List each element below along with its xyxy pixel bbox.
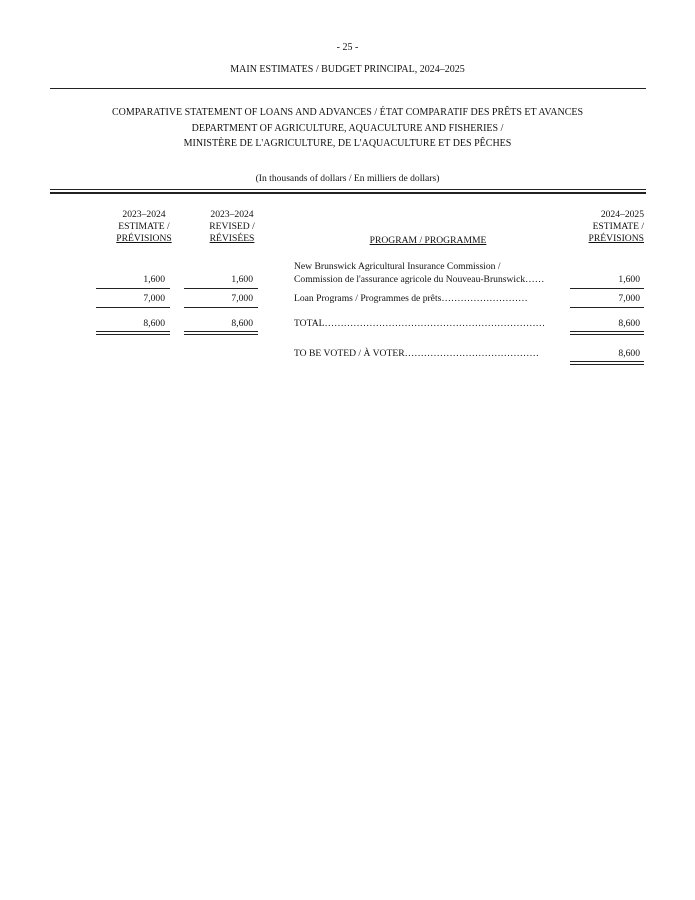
statement-title: COMPARATIVE STATEMENT OF LOANS AND ADVANCES / ÉTAT COMPARATIF DES PRÊTS ET AVANCES xyxy=(111,107,584,118)
amount-estimate-2024: 7,000 xyxy=(618,293,640,304)
total-rule xyxy=(184,307,258,308)
program-name-french: Commission de l'assurance agricole du Nouveau-Brunswick…… xyxy=(294,274,545,285)
subtotal-rule xyxy=(570,288,644,289)
total-label: TOTAL…………………………………………………………… xyxy=(294,318,546,329)
to-be-voted-amount: 8,600 xyxy=(618,348,640,359)
page-number: - 25 - xyxy=(336,42,359,53)
amount-revised-2023: 7,000 xyxy=(231,293,253,304)
program-name-english: New Brunswick Agricultural Insurance Commission / xyxy=(294,261,501,272)
column-header-type: REVISED / xyxy=(209,221,255,232)
column-header-french: RÉVISÉES xyxy=(209,233,255,244)
column-header-program: PROGRAM / PROGRAMME xyxy=(369,235,487,246)
column-header-type: ESTIMATE / xyxy=(118,221,170,232)
header-rule xyxy=(50,88,646,89)
column-header-estimate-2023 xyxy=(102,209,186,245)
running-head: MAIN ESTIMATES / BUDGET PRINCIPAL, 2024–2025 xyxy=(230,64,465,75)
column-header-type: ESTIMATE / xyxy=(592,221,644,232)
column-header-year: 2023–2024 xyxy=(122,209,166,220)
amount-estimate-2023: 1,600 xyxy=(143,274,165,285)
department-name-french: MINISTÈRE DE L'AGRICULTURE, DE L'AQUACULTURE ET DES PÊCHES xyxy=(183,138,512,149)
column-header-french: PRÉVISIONS xyxy=(588,233,644,244)
subtotal-rule xyxy=(184,288,258,289)
program-name: Loan Programs / Programmes de prêts……………………… xyxy=(294,293,528,304)
total-estimate-2024: 8,600 xyxy=(618,318,640,329)
units-note: (In thousands of dollars / En milliers de dollars) xyxy=(255,173,440,184)
subtotal-rule xyxy=(96,288,170,289)
total-rule xyxy=(96,307,170,308)
amount-estimate-2023: 7,000 xyxy=(143,293,165,304)
department-name-english: DEPARTMENT OF AGRICULTURE, AQUACULTURE AND FISHERIES / xyxy=(191,123,504,134)
to-be-voted-double-rule xyxy=(570,361,644,365)
amount-estimate-2024: 1,600 xyxy=(618,274,640,285)
column-header-year: 2024–2025 xyxy=(600,209,644,220)
total-rule xyxy=(570,307,644,308)
total-double-rule xyxy=(184,331,258,335)
column-header-revised-2023 xyxy=(190,209,274,245)
total-double-rule xyxy=(570,331,644,335)
total-estimate-2023: 8,600 xyxy=(143,318,165,329)
table-top-double-rule xyxy=(50,189,646,194)
column-header-year: 2023–2024 xyxy=(210,209,254,220)
amount-revised-2023: 1,600 xyxy=(231,274,253,285)
total-revised-2023: 8,600 xyxy=(231,318,253,329)
to-be-voted-label: TO BE VOTED / À VOTER…………………………………… xyxy=(294,348,539,359)
total-double-rule xyxy=(96,331,170,335)
column-header-french: PRÉVISIONS xyxy=(116,233,172,244)
column-header-estimate-2024 xyxy=(560,209,644,245)
